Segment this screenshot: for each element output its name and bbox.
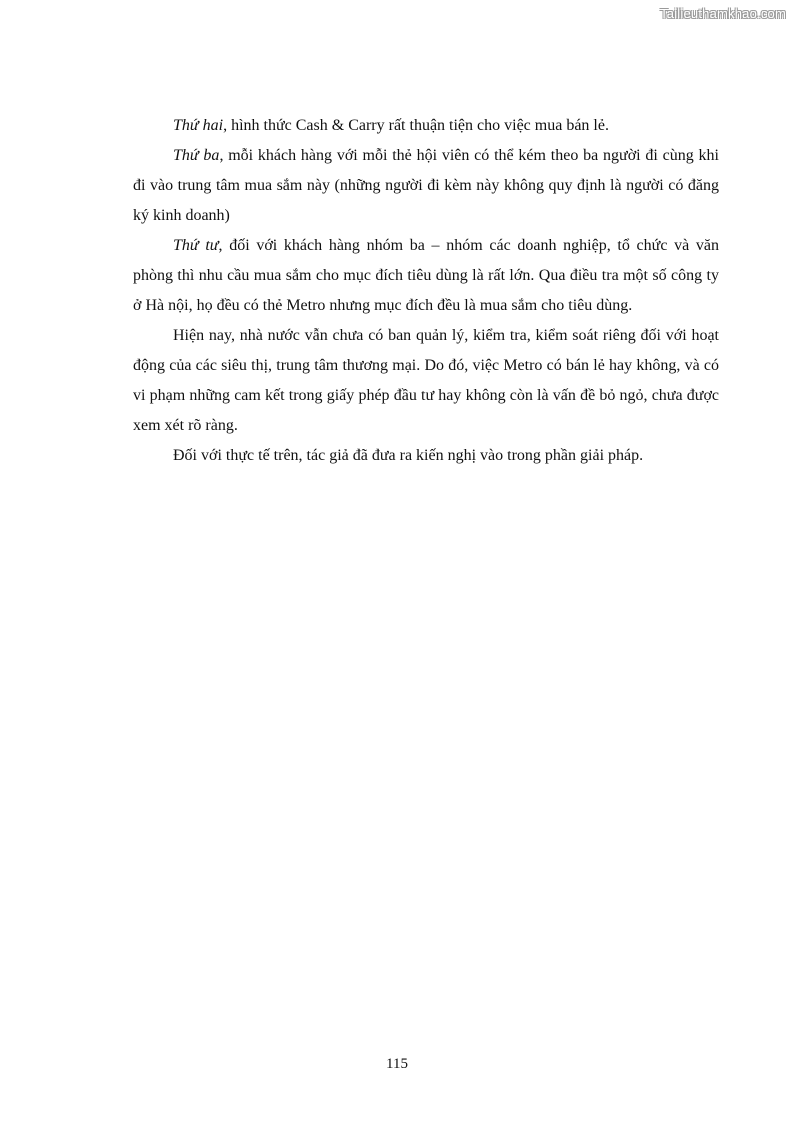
paragraph-thu-hai xyxy=(133,111,719,141)
document-body xyxy=(133,111,719,471)
paragraph-thu-ba xyxy=(133,141,719,231)
paragraph-text: , mỗi khách hàng với mỗi thẻ hội viên có thể kém theo ba người đi cùng khi đi vào trung tâm mua sắm này (những người đi kèm này không quy định là người có đăng ký kinh doanh) xyxy=(133,147,720,224)
watermark-text: Tailieuthamkhao.com xyxy=(660,6,786,21)
paragraph-lead: Thứ ba xyxy=(173,147,220,164)
paragraph-hien-nay xyxy=(133,321,719,441)
paragraph-text: Đối với thực tế trên, tác giả đã đưa ra kiến nghị vào trong phần giải pháp. xyxy=(173,447,644,464)
paragraph-text: , đối với khách hàng nhóm ba – nhóm các doanh nghiệp, tổ chức và văn phòng thì nhu cầu mua sắm cho mục đích tiêu dùng là rất lớn. Qua điều tra một số công ty ở Hà nội, họ đều có thẻ Metro nhưng mục đích đều là mua sắm cho tiêu dùng. xyxy=(133,237,720,314)
paragraph-lead: Thứ hai xyxy=(173,117,224,134)
paragraph-kien-nghi xyxy=(133,441,719,471)
paragraph-lead: Thứ tư xyxy=(173,237,219,254)
paragraph-text: , hình thức Cash & Carry rất thuận tiện cho việc mua bán lẻ. xyxy=(223,117,609,134)
paragraph-text: Hiện nay, nhà nước vẫn chưa có ban quản lý, kiểm tra, kiểm soát riêng đối với hoạt động của các siêu thị, trung tâm thương mại. Do đó, việc Metro có bán lẻ hay không, và có vi phạm những cam kết trong giấy phép đầu tư hay không còn là vấn đề bỏ ngỏ, chưa được xem xét rõ ràng. xyxy=(133,327,719,434)
page-number: 115 xyxy=(386,1056,408,1072)
paragraph-thu-tu xyxy=(133,231,719,321)
